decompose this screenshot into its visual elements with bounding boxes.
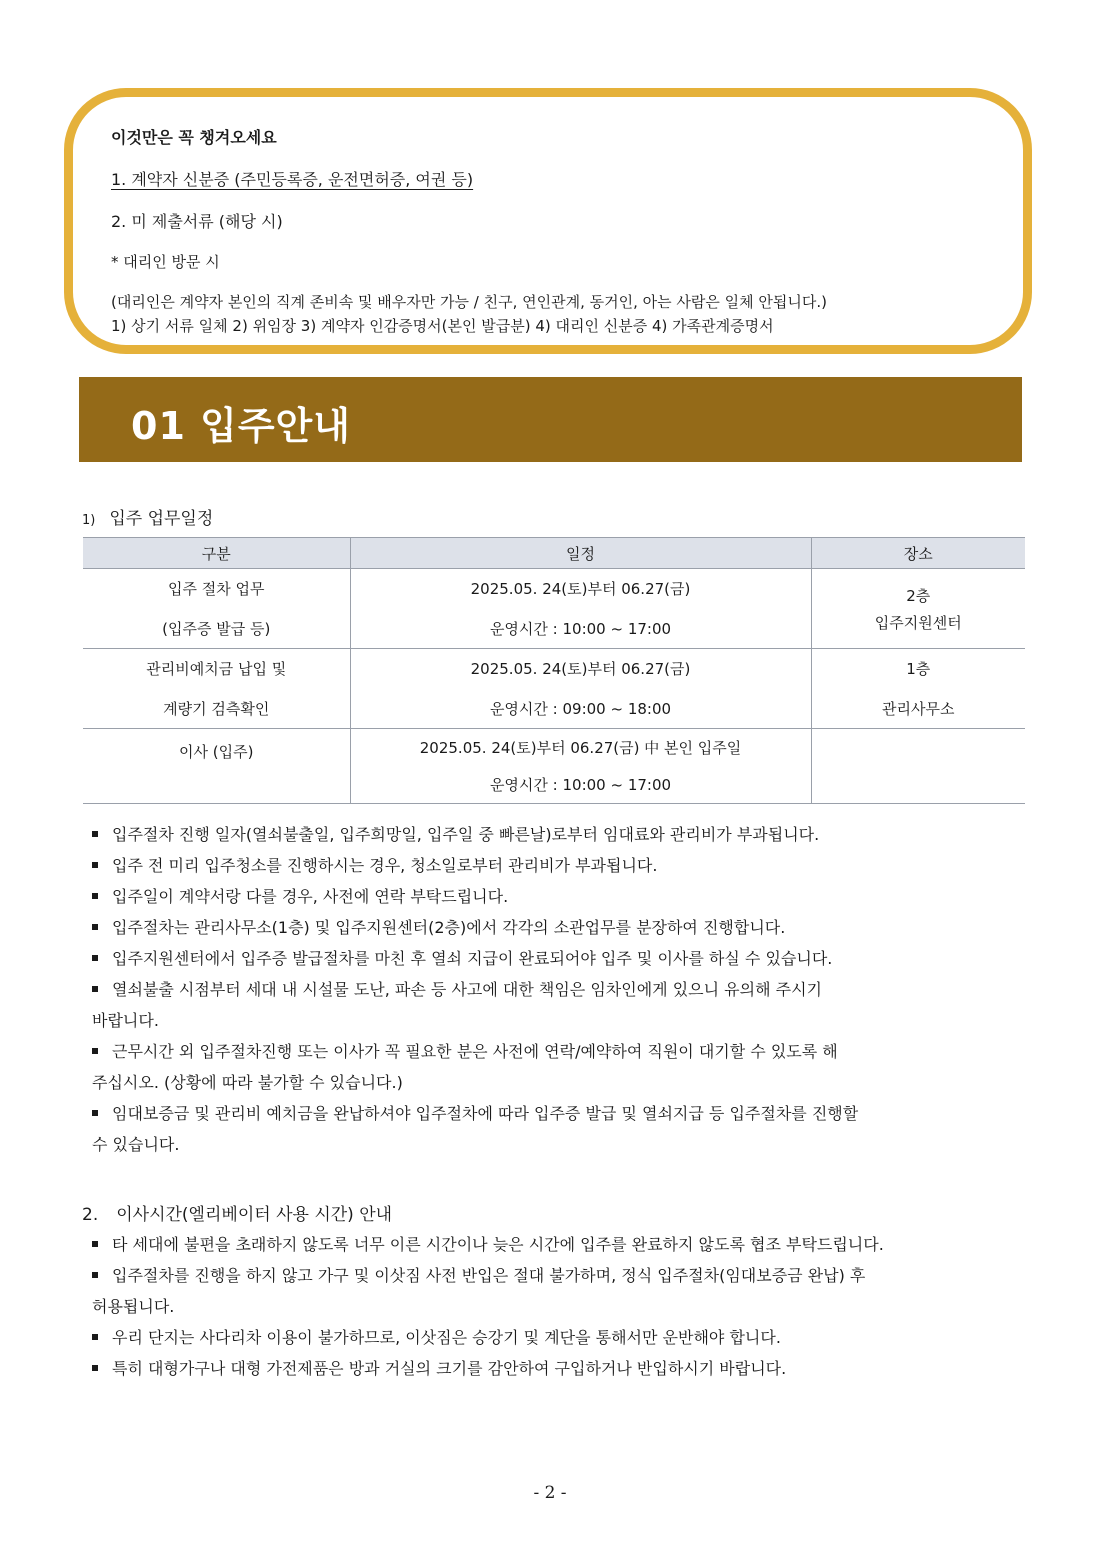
table-cell-schedule: 2025.05. 24(토)부터 06.27(금) 운영시간 : 10:00 ~ 17:00 — [350, 569, 811, 649]
list-item: 열쇠불출 시점부터 세대 내 시설물 도난, 파손 등 사고에 대한 책임은 임차인에게 있으니 유의해 주시기 바랍니다. — [92, 980, 822, 1030]
list-item: 입주절차를 진행을 하지 않고 가구 및 이삿짐 사전 반입은 절대 불가하며, 정식 입주절차(임대보증금 완납) 후 허용됩니다. — [92, 1266, 866, 1316]
notice-title: 이것만은 꼭 챙겨오세요 — [111, 128, 277, 147]
notice-proxy-note: (대리인은 계약자 본인의 직계 존비속 및 배우자만 가능 / 친구, 연인관계, 동거인, 아는 사람은 일체 안됩니다.) — [111, 293, 827, 311]
list-item: 입주절차는 관리사무소(1층) 및 입주지원센터(2층)에서 각각의 소관업무를 분장하여 진행합니다. — [80, 912, 1040, 943]
list-item: 입주 전 미리 입주청소를 진행하시는 경우, 청소일로부터 관리비가 부과됩니다. — [80, 850, 1040, 881]
table-row — [83, 729, 1025, 804]
table-row — [83, 569, 1025, 649]
section-title-bar — [79, 377, 1022, 462]
table-cell-category: 이사 (입주) — [83, 729, 350, 804]
schedule-table — [83, 537, 1025, 804]
list-item: 근무시간 외 입주절차진행 또는 이사가 꼭 필요한 분은 사전에 연락/예약하여 직원이 대기할 수 있도록 해 주십시오. (상황에 따라 불가할 수 있습니다.) — [92, 1042, 838, 1092]
table-header-schedule: 일정 — [350, 538, 811, 569]
list-item: 입주일이 계약서랑 다를 경우, 사전에 연락 부탁드립니다. — [80, 881, 1040, 912]
section-title: 01 입주안내 — [131, 404, 351, 448]
moving-heading-text: 이사시간(엘리베이터 사용 시간) 안내 — [116, 1205, 393, 1225]
list-item: 타 세대에 불편을 초래하지 않도록 너무 이른 시간이나 늦은 시간에 입주를 완료하지 않도록 협조 부탁드립니다. — [80, 1229, 1070, 1260]
moving-heading — [82, 1200, 392, 1225]
table-header-place: 장소 — [811, 538, 1025, 569]
table-cell-schedule: 2025.05. 24(토)부터 06.27(금) 中 본인 입주일 운영시간 : 10:00 ~ 17:00 — [350, 729, 811, 804]
table-cell-schedule: 2025.05. 24(토)부터 06.27(금) 운영시간 : 09:00 ~ 18:00 — [350, 649, 811, 729]
moving-heading-number: 2. — [82, 1205, 99, 1225]
moving-notes — [80, 1229, 1070, 1384]
page-number: - 2 - — [533, 1483, 567, 1503]
table-cell-place: 2층 입주지원센터 — [811, 569, 1025, 649]
notice-proxy-title: * 대리인 방문 시 — [111, 253, 220, 271]
notice-item-id: 1. 계약자 신분증 (주민등록증, 운전면허증, 여권 등) — [111, 170, 474, 189]
table-cell-place: 1층 관리사무소 — [811, 649, 1025, 729]
list-item: 임대보증금 및 관리비 예치금을 완납하셔야 입주절차에 따라 입주증 발급 및 열쇠지급 등 입주절차를 진행할 수 있습니다. — [92, 1104, 859, 1154]
move-in-notes — [80, 819, 1040, 1160]
notice-item-docs: 2. 미 제출서류 (해당 시) — [111, 212, 283, 231]
table-cell-place — [811, 729, 1025, 804]
list-item: 입주절차 진행 일자(열쇠불출일, 입주희망일, 입주일 중 빠른날)로부터 임대료와 관리비가 부과됩니다. — [80, 819, 1040, 850]
notice-proxy-docs: 1) 상기 서류 일체 2) 위임장 3) 계약자 인감증명서(본인 발급분) 4) 대리인 신분증 4) 가족관계증명서 — [111, 317, 774, 335]
table-cell-category: 관리비예치금 납입 및 계량기 검측확인 — [83, 649, 350, 729]
schedule-heading-number: 1) — [82, 513, 96, 528]
table-header-category: 구분 — [83, 538, 350, 569]
list-item: 특히 대형가구나 대형 가전제품은 방과 거실의 크기를 감안하여 구입하거나 반입하시기 바랍니다. — [80, 1353, 1070, 1384]
schedule-heading-text: 입주 업무일정 — [109, 509, 214, 529]
list-item: 입주지원센터에서 입주증 발급절차를 마친 후 열쇠 지급이 완료되어야 입주 및 이사를 하실 수 있습니다. — [80, 943, 1040, 974]
list-item: 우리 단지는 사다리차 이용이 불가하므로, 이삿짐은 승강기 및 계단을 통해서만 운반해야 합니다. — [80, 1322, 1070, 1353]
schedule-heading — [82, 504, 213, 529]
notice-box — [64, 88, 1032, 354]
table-cell-category: 입주 절차 업무 (입주증 발급 등) — [83, 569, 350, 649]
table-row — [83, 649, 1025, 729]
